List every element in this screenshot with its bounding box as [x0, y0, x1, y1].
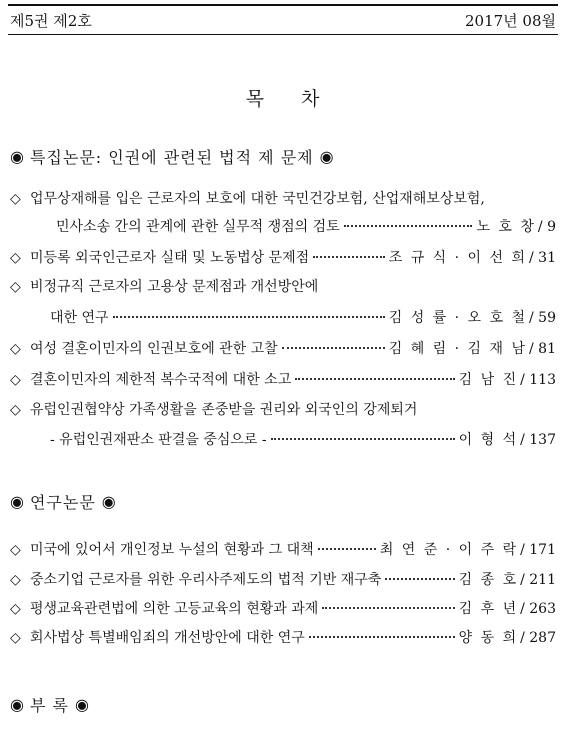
toc-entry[interactable]: [10, 570, 556, 590]
entry-page: / 137: [520, 432, 556, 448]
entry-author: 김 남 진: [458, 372, 519, 388]
entry-author: 김 혜 림 · 김 재 남: [388, 341, 528, 357]
diamond-bullet-icon: ◇: [10, 341, 21, 357]
entry-title: 중소기업 근로자를 위한 우리사주제도의 법적 기반 재구축: [30, 572, 382, 588]
diamond-bullet-icon: ◇: [10, 191, 21, 207]
entry-title: 미등록 외국인근로자 실태 및 노동법상 문제점: [30, 250, 310, 266]
entry-author: 조 규 식 · 이 선 희: [388, 250, 528, 266]
section-mark-icon: ◉: [10, 147, 24, 166]
entry-author: 최 연 준 · 이 주 락: [379, 542, 519, 558]
entry-title-cont: 민사소송 간의 관계에 관한 실무적 쟁점의 검토: [56, 219, 340, 235]
entry-author: 노 호 창: [476, 219, 536, 235]
entry-title: 회사법상 특별배임죄의 개선방안에 대한 연구: [30, 630, 305, 646]
section-mark-icon: ◉: [10, 492, 24, 511]
section-title: 부 록: [29, 696, 69, 715]
entry-page: / 31: [529, 250, 556, 266]
diamond-bullet-icon: ◇: [10, 402, 21, 418]
section-mark-icon: ◉: [101, 492, 116, 511]
issue-date: 2017년 08월: [464, 11, 556, 30]
entry-title-cont: 대한 연구: [50, 310, 109, 326]
section-heading-special: [10, 145, 334, 168]
toc-entry[interactable]: [10, 277, 556, 328]
section-heading-appendix: [10, 693, 89, 716]
toc-entry[interactable]: [10, 540, 556, 560]
volume-issue: 제5권 제2호: [10, 11, 92, 30]
entry-title: 비정규직 근로자의 고용상 문제점과 개선방안에: [30, 279, 319, 295]
entry-title: 미국에 있어서 개인정보 누설의 현황과 그 대책: [30, 542, 314, 558]
dot-leader: [113, 316, 385, 318]
diamond-bullet-icon: ◇: [10, 572, 21, 588]
entry-author: 김 후 년: [458, 601, 519, 617]
toc-title: [0, 84, 566, 111]
entry-author: 이 형 석: [458, 432, 519, 448]
entry-title-cont: - 유럽인권재판소 판결을 중심으로 -: [50, 432, 267, 448]
toc-entry[interactable]: [10, 628, 556, 648]
dot-leader: [295, 378, 454, 380]
diamond-bullet-icon: ◇: [10, 250, 21, 266]
dot-leader: [271, 438, 455, 440]
entry-title: 결혼이민자의 제한적 복수국적에 대한 소고: [30, 372, 292, 388]
diamond-bullet-icon: ◇: [10, 601, 21, 617]
diamond-bullet-icon: ◇: [10, 542, 21, 558]
section-title: 특집논문: 인권에 관련된 법적 제 문제: [29, 148, 314, 167]
dot-leader: [309, 636, 455, 638]
section-mark-icon: ◉: [10, 695, 24, 714]
toc-entry[interactable]: [10, 189, 556, 237]
section-mark-icon: ◉: [319, 147, 334, 166]
entry-author: 김 종 호: [458, 572, 519, 588]
entry-page: / 211: [520, 572, 556, 588]
dot-leader: [344, 225, 473, 227]
section-mark-icon: ◉: [74, 695, 89, 714]
entry-title: 업무상재해를 입은 근로자의 보호에 대한 국민건강보험, 산업재해보상보험,: [30, 191, 485, 207]
toc-entry[interactable]: [10, 339, 556, 359]
entry-author: 양 동 희: [458, 630, 519, 646]
diamond-bullet-icon: ◇: [10, 372, 21, 388]
diamond-bullet-icon: ◇: [10, 630, 21, 646]
entry-page: / 113: [520, 372, 556, 388]
toc-title-char-2: 차: [301, 88, 321, 110]
section-heading-research: [10, 490, 116, 513]
toc-title-char-1: 목: [245, 88, 265, 110]
diamond-bullet-icon: ◇: [10, 279, 21, 295]
entry-title: 여성 결혼이민자의 인권보호에 관한 고찰: [30, 341, 278, 357]
entry-page: / 9: [537, 219, 556, 235]
entry-title: 유럽인권협약상 가족생활을 존중받을 권리와 외국인의 강제퇴거: [30, 402, 418, 418]
entry-page: / 81: [529, 341, 556, 357]
dot-leader: [318, 548, 376, 550]
entry-author: 김 성 률 · 오 호 철: [388, 310, 528, 326]
entry-page: / 263: [520, 601, 556, 617]
entry-page: / 59: [529, 310, 556, 326]
entry-page: / 287: [520, 630, 556, 646]
toc-entry[interactable]: [10, 599, 556, 619]
dot-leader: [282, 347, 385, 349]
dot-leader: [313, 256, 385, 258]
toc-entry[interactable]: [10, 248, 556, 268]
dot-leader: [385, 578, 454, 580]
toc-entry[interactable]: [10, 370, 556, 390]
dot-leader: [322, 607, 454, 609]
toc-entry[interactable]: [10, 400, 556, 450]
section-title: 연구논문: [29, 493, 96, 512]
entry-page: / 171: [520, 542, 556, 558]
entry-title: 평생교육관련법에 의한 고등교육의 현황과 과제: [30, 601, 319, 617]
journal-header: [8, 4, 558, 35]
